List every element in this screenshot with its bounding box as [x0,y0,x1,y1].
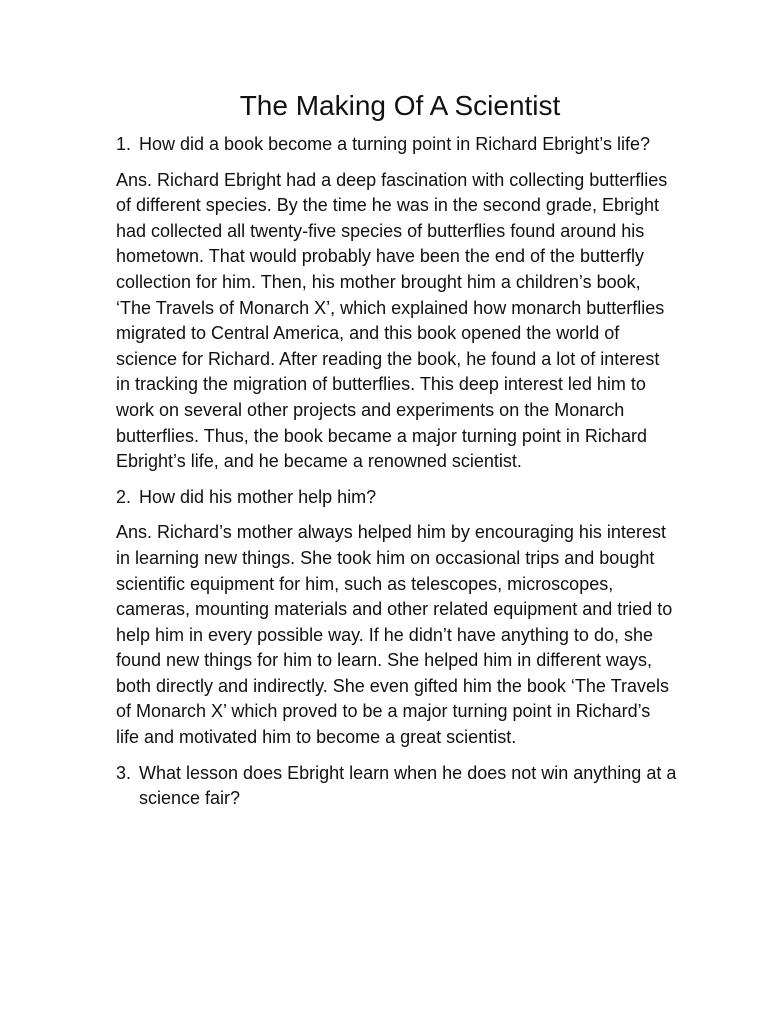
question-text: How did his mother help him? [139,486,377,507]
answer-2: Ans. Richard’s mother always helped him by encouraging his interest in learning new things. She took him on occasional trips and bought scientific equipment for him, such as telescopes, microscopes, cameras, mounting materials and other related equipment and tried to help him in every possible way. If he didn’t have anything to do, she found new things for him to learn. She helped him in different ways, both directly and indirectly. She even gifted him the book ‘The Travels of Monarch X’ which proved to be a major turning point in Richard’s life and motivated him to become a great scientist. [116,522,673,748]
question-number: 2. [116,486,132,507]
question-text: How did a book become a turning point in Richard Ebright’s life? [139,134,650,154]
document-title: The Making Of A Scientist [239,90,561,121]
question-3 [116,761,678,812]
question-number: 1. [116,134,132,154]
answer-1: Ans. Richard Ebright had a deep fascination with collecting butterflies of different species. By the time he was in the second grade, Ebright had collected all twenty-five species of butterflies found around his hometown. That would probably have been the end of the butterfly collection for him. Then, his mother brought him a children’s book, ‘The Travels of Monarch X’, which explained how monarch butterflies migrated to Central America, and this book opened the world of science for Richard. After reading the book, he found a lot of interest in tracking the migration of butterflies. This deep interest led him to work on several other projects and experiments on the Monarch butterflies. Thus, the book became a major turning point in Richard Ebright’s life, and he became a renowned scientist. [116,169,668,472]
question-1 [116,132,678,158]
question-text: What lesson does Ebright learn when he does not win anything at a science fair? [139,762,677,809]
document-page [116,86,678,822]
question-2 [116,485,678,511]
question-number: 3. [116,762,132,783]
